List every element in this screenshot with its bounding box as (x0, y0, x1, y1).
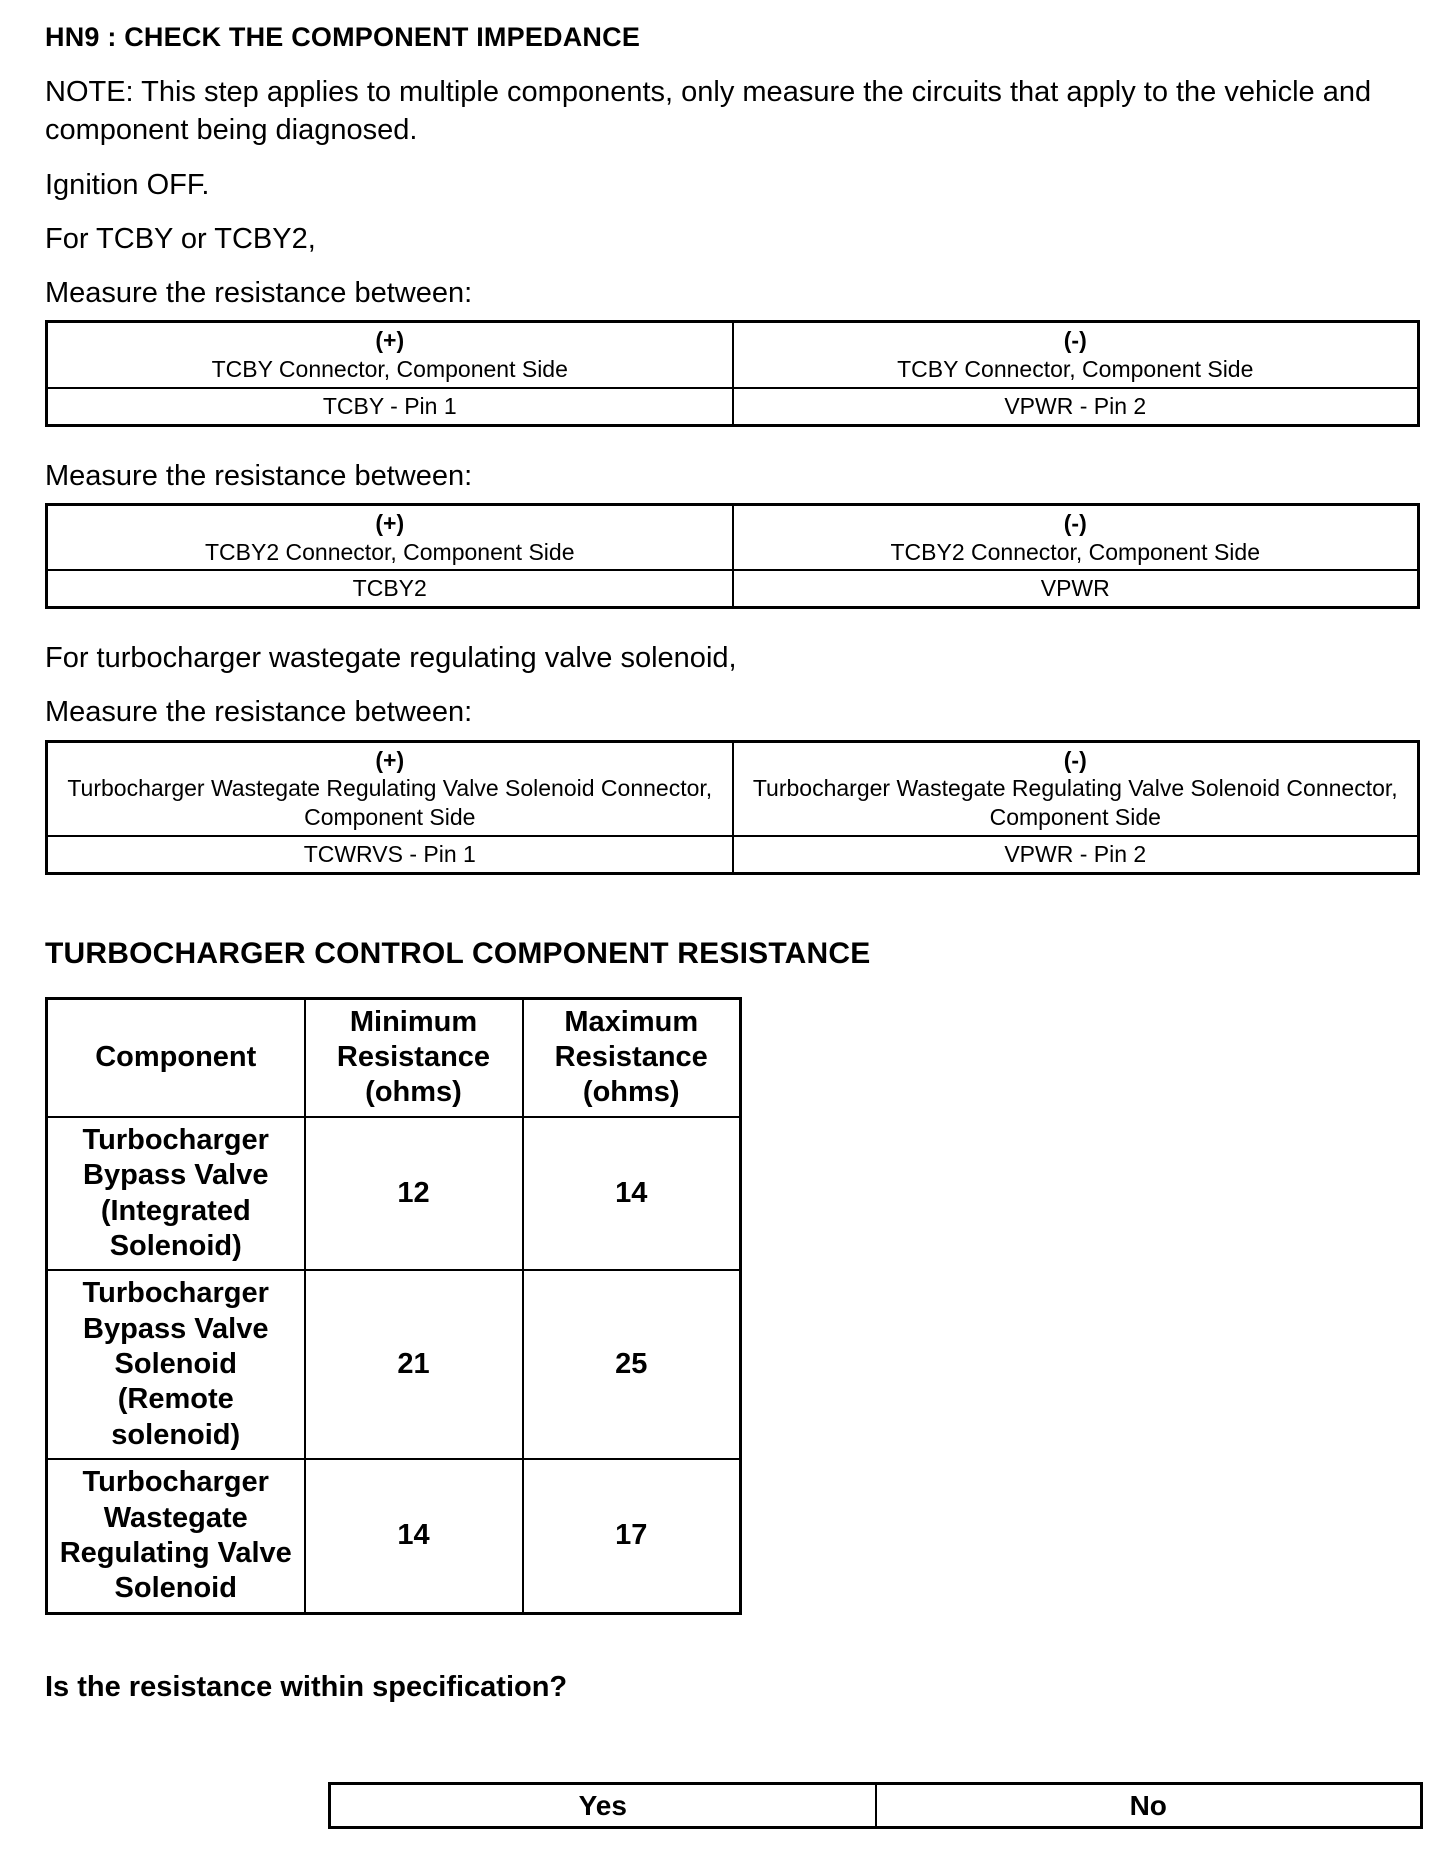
table-value-row (47, 388, 1419, 425)
measurement-table-tcby2 (45, 503, 1420, 609)
component-name-cell: Turbocharger Bypass Valve (Integrated Solenoid) (47, 1117, 305, 1271)
max-resistance-cell: 17 (523, 1459, 741, 1613)
plus-header-label: TCBY2 Connector, Component Side (205, 538, 575, 565)
plus-header-cell (47, 741, 733, 836)
minus-pin-cell: VPWR - Pin 2 (733, 388, 1419, 425)
specification-question: Is the resistance within specification? (45, 1670, 568, 1703)
answer-row (330, 1783, 1422, 1827)
page-title: HN9 : CHECK THE COMPONENT IMPEDANCE (45, 22, 641, 52)
ignition-off-text: Ignition OFF. (45, 168, 210, 201)
table-value-row (47, 570, 1419, 607)
plus-symbol: (+) (375, 509, 405, 536)
min-resistance-cell: 12 (305, 1117, 523, 1271)
minus-symbol: (-) (1063, 509, 1087, 536)
table-header-row (47, 504, 1419, 570)
plus-pin-cell: TCBY2 (47, 570, 733, 607)
resistance-header-row (47, 998, 741, 1117)
minus-pin-cell: VPWR - Pin 2 (733, 836, 1419, 873)
plus-header-cell (47, 504, 733, 570)
minus-header-cell (733, 741, 1419, 836)
note-text: NOTE: This step applies to multiple components, only measure the circuits that apply to the vehicle and component being diagnosed. (45, 76, 1372, 147)
plus-pin-cell: TCBY - Pin 1 (47, 388, 733, 425)
column-header-component: Component (47, 998, 305, 1117)
measurement-table-wastegate (45, 740, 1420, 875)
yes-cell: Yes (330, 1783, 876, 1827)
column-header-min-resistance: Minimum Resistance (ohms) (305, 998, 523, 1117)
table-row (47, 1117, 741, 1271)
yes-no-table (328, 1782, 1423, 1829)
measure-instruction-1: Measure the resistance between: (45, 277, 473, 310)
minus-header-label: TCBY Connector, Component Side (897, 356, 1254, 383)
component-name-cell: Turbocharger Wastegate Regulating Valve Solenoid (47, 1459, 305, 1613)
plus-header-label: Turbocharger Wastegate Regulating Valve Solenoid Connector, Component Side (67, 775, 713, 831)
minus-header-cell (733, 322, 1419, 388)
minus-header-cell (733, 504, 1419, 570)
table-header-row (47, 741, 1419, 836)
minus-symbol: (-) (1063, 327, 1087, 354)
table-row (47, 1459, 741, 1613)
plus-symbol: (+) (375, 746, 405, 773)
plus-pin-cell: TCWRVS - Pin 1 (47, 836, 733, 873)
plus-header-label: TCBY Connector, Component Side (211, 356, 568, 383)
table-header-row (47, 322, 1419, 388)
for-wastegate-text: For turbocharger wastegate regulating valve solenoid, (45, 642, 737, 675)
no-cell: No (876, 1783, 1422, 1827)
minus-pin-cell: VPWR (733, 570, 1419, 607)
min-resistance-cell: 21 (305, 1270, 523, 1459)
resistance-section-heading: TURBOCHARGER CONTROL COMPONENT RESISTANCE (45, 936, 871, 970)
measurement-table-tcby (45, 320, 1420, 426)
resistance-spec-table (45, 997, 742, 1615)
for-tcby-text: For TCBY or TCBY2, (45, 222, 316, 255)
component-name-cell: Turbocharger Bypass Valve Solenoid (Remote solenoid) (47, 1270, 305, 1459)
plus-header-cell (47, 322, 733, 388)
minus-symbol: (-) (1063, 746, 1087, 773)
min-resistance-cell: 14 (305, 1459, 523, 1613)
max-resistance-cell: 14 (523, 1117, 741, 1271)
minus-header-label: Turbocharger Wastegate Regulating Valve Solenoid Connector, Component Side (752, 775, 1398, 831)
plus-symbol: (+) (375, 327, 405, 354)
table-row (47, 1270, 741, 1459)
minus-header-label: TCBY2 Connector, Component Side (890, 538, 1260, 565)
measure-instruction-2: Measure the resistance between: (45, 459, 473, 492)
column-header-max-resistance: Maximum Resistance (ohms) (523, 998, 741, 1117)
table-value-row (47, 836, 1419, 873)
max-resistance-cell: 25 (523, 1270, 741, 1459)
measure-instruction-3: Measure the resistance between: (45, 696, 473, 729)
